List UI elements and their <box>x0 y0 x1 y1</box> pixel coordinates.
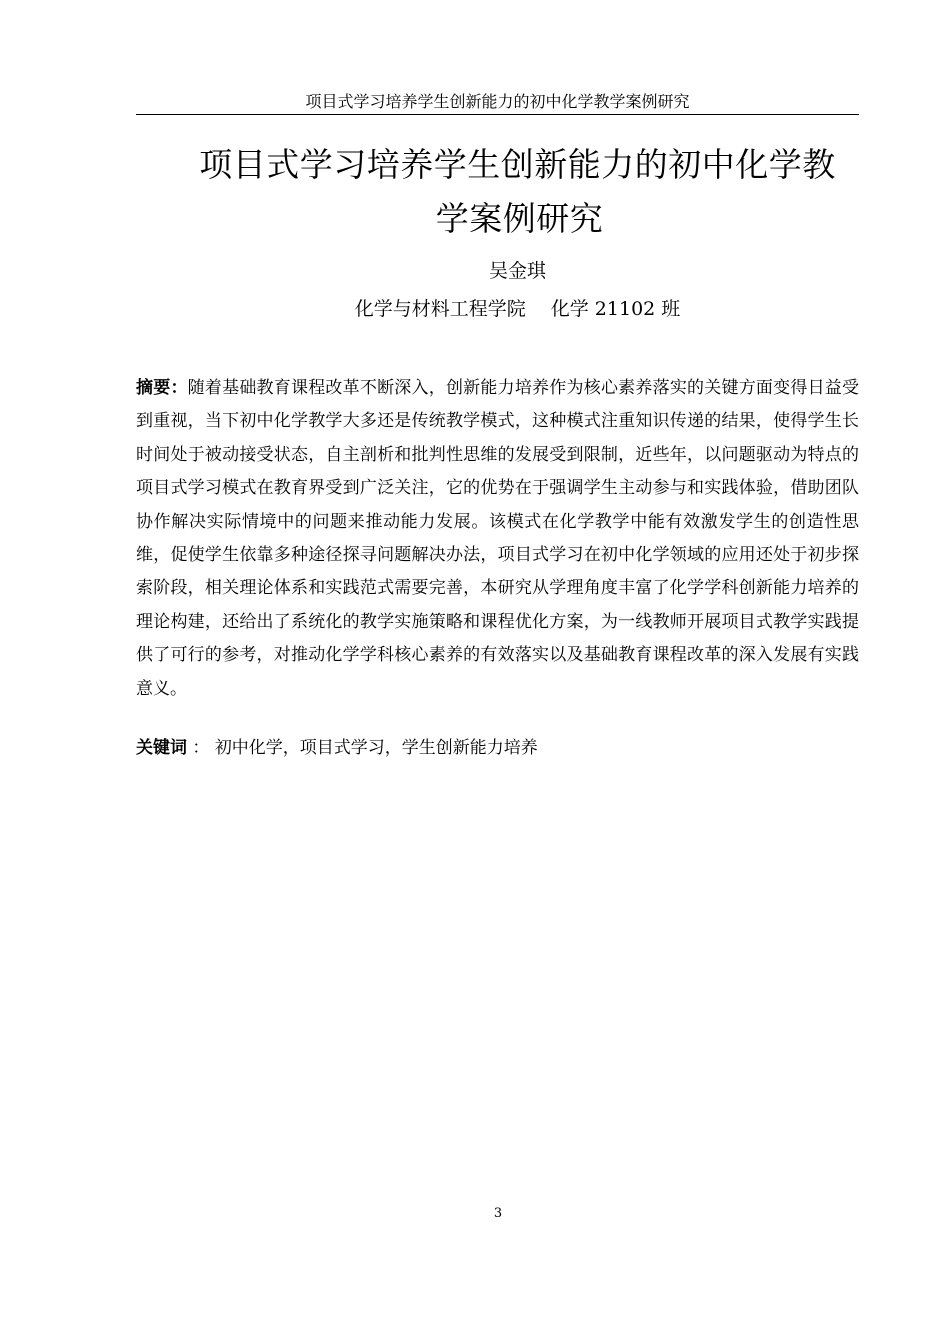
page-number: 3 <box>493 1206 503 1221</box>
paper-title <box>136 138 859 246</box>
running-header: 项目式学习培养学生创新能力的初中化学教学案例研究 <box>136 91 859 115</box>
keywords-line <box>136 733 859 763</box>
abstract-text: 随着基础教育课程改革不断深入，创新能力培养作为核心素养落实的关键方面变得日益受到重视，当下初中化学教学大多还是传统教学模式，这种模式注重知识传递的结果，使得学生长时间处于被动接受状态，自主剖析和批判性思维的发展受到限制，近些年，以问题驱动为特点的项目式学习模式在教育界受到广泛关注，它的优势在于强调学生主动参与和实践体验，借助团队协作解决实际情境中的问题来推动能力发展。该模式在化学教学中能有效激发学生的创造性思维，促使学生依靠多种途径探寻问题解决办法，项目式学习在初中化学领域的应用还处于初步探索阶段，相关理论体系和实践范式需要完善，本研究从学理角度丰富了化学学科创新能力培养的理论构建，还给出了系统化的教学实施策略和课程优化方案，为一线教师开展项目式教学实践提供了可行的参考，对推动化学学科核心素养的有效落实以及基础教育课程改革的深入发展有实践意义。 <box>136 378 860 699</box>
abstract-paragraph <box>136 372 859 706</box>
keywords-text: 初中化学，项目式学习，学生创新能力培养 <box>214 738 538 758</box>
keywords-label: 关键词 <box>136 738 187 758</box>
paper-title-line-1: 项目式学习培养学生创新能力的初中化学教 <box>199 145 836 184</box>
keywords-separator: ： <box>187 738 210 758</box>
author-name: 吴金琪 <box>488 260 546 282</box>
author-affiliation: 化学与材料工程学院 化学 21102 班 <box>354 298 681 320</box>
abstract-label: 摘要： <box>136 378 188 398</box>
paper-title-line-2: 学案例研究 <box>435 199 604 238</box>
